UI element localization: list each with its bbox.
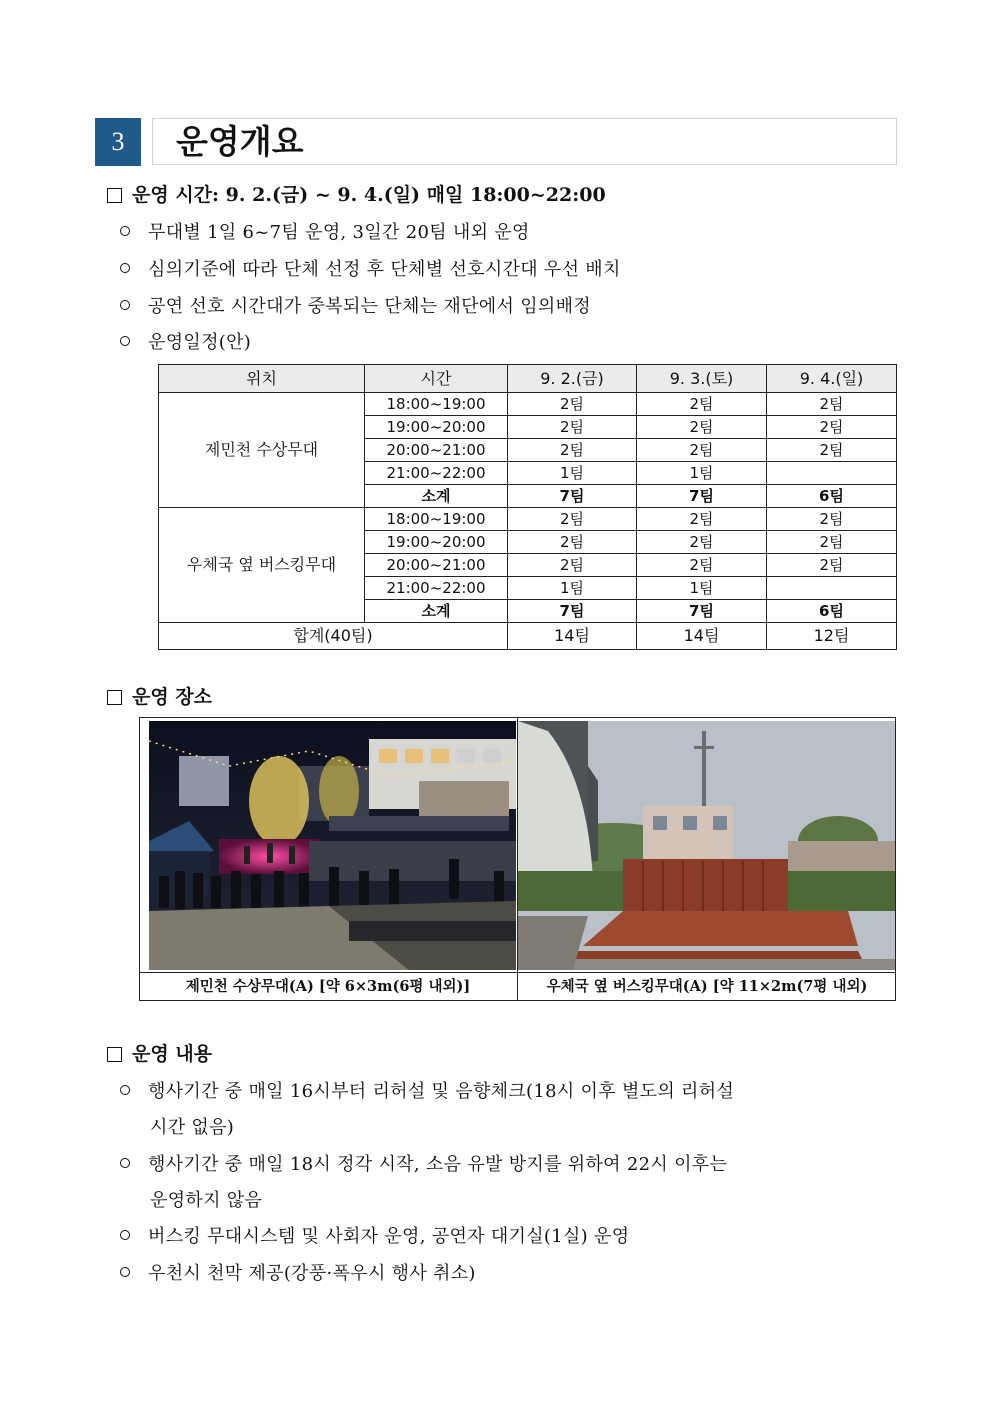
- count-cell: 1팀: [637, 577, 767, 600]
- count-cell: 2팀: [767, 439, 897, 462]
- count-cell: 2팀: [637, 439, 767, 462]
- count-cell: 2팀: [637, 531, 767, 554]
- operation-bullet: [120, 1150, 727, 1176]
- header-cell: 9. 2.(금): [508, 365, 637, 393]
- venue-heading: [107, 682, 212, 709]
- header-cell: 9. 4.(일): [767, 365, 897, 393]
- count-cell: [767, 577, 897, 600]
- bullet-text: 공연 선호 시간대가 중복되는 단체는 재단에서 임의배정: [148, 296, 591, 317]
- count-cell: 2팀: [508, 439, 637, 462]
- operation-heading: [107, 1039, 212, 1066]
- schedule-table: [158, 364, 897, 650]
- count-cell: 2팀: [637, 554, 767, 577]
- count-cell: 2팀: [508, 508, 637, 531]
- header-cell: 위치: [159, 365, 365, 393]
- table-header-row: [159, 365, 897, 393]
- total-cell: 14팀: [637, 623, 767, 650]
- count-cell: 2팀: [767, 531, 897, 554]
- schedule-heading: [107, 180, 606, 207]
- schedule-bullet: [120, 218, 530, 244]
- total-label: 합계(40팀): [159, 623, 508, 650]
- circle-bullet-icon: [120, 263, 130, 273]
- total-cell: 14팀: [508, 623, 637, 650]
- operation-bullet: [120, 1077, 734, 1103]
- total-row: [159, 623, 897, 650]
- table-row: [159, 393, 897, 416]
- checkbox-square-icon: [107, 690, 122, 705]
- circle-bullet-icon: [120, 1230, 130, 1240]
- subtotal-cell: 6팀: [767, 485, 897, 508]
- count-cell: 2팀: [637, 393, 767, 416]
- operation-bullet: [120, 1259, 476, 1285]
- count-cell: 2팀: [508, 416, 637, 439]
- section-title: 운영개요: [176, 122, 304, 161]
- bullet-text: 운영일정(안): [148, 332, 252, 353]
- subtotal-cell: 7팀: [508, 485, 637, 508]
- count-cell: 1팀: [637, 462, 767, 485]
- count-cell: 2팀: [637, 416, 767, 439]
- schedule-bullet: [120, 328, 251, 354]
- schedule-heading-text: 운영 시간: 9. 2.(금) ~ 9. 4.(일) 매일 18:00~22:00: [132, 184, 606, 206]
- operation-bullet: [120, 1222, 629, 1248]
- bullet-text: 행사기간 중 매일 16시부터 리허설 및 음향체크(18시 이후 별도의 리허설: [148, 1081, 735, 1102]
- circle-bullet-icon: [120, 1158, 130, 1168]
- photo-caption: 제민천 수상무대(A) [약 6×3m(6평 내외)]: [185, 978, 471, 995]
- bullet-continuation: 시간 없음): [150, 1117, 235, 1138]
- count-cell: [767, 462, 897, 485]
- location-cell: 우체국 옆 버스킹무대: [159, 508, 365, 623]
- section-number: 3: [95, 118, 141, 166]
- location-cell: 제민천 수상무대: [159, 393, 365, 508]
- time-cell: 21:00~22:00: [365, 462, 508, 485]
- subtotal-cell: 7팀: [508, 600, 637, 623]
- table-row: [159, 508, 897, 531]
- subtotal-label: 소계: [365, 485, 508, 508]
- schedule-bullet: [120, 255, 621, 281]
- bullet-continuation: 운영하지 않음: [150, 1190, 263, 1211]
- circle-bullet-icon: [120, 336, 130, 346]
- count-cell: 2팀: [767, 508, 897, 531]
- circle-bullet-icon: [120, 1085, 130, 1095]
- header-cell: 9. 3.(토): [637, 365, 767, 393]
- time-cell: 21:00~22:00: [365, 577, 508, 600]
- bullet-text: 행사기간 중 매일 18시 정각 시작, 소음 유발 방지를 위하여 22시 이후는: [148, 1154, 728, 1175]
- time-cell: 19:00~20:00: [365, 416, 508, 439]
- bullet-text: 무대별 1일 6~7팀 운영, 3일간 20팀 내외 운영: [148, 222, 530, 243]
- count-cell: 2팀: [508, 554, 637, 577]
- time-cell: 18:00~19:00: [365, 508, 508, 531]
- circle-bullet-icon: [120, 1267, 130, 1277]
- count-cell: 2팀: [508, 393, 637, 416]
- checkbox-square-icon: [107, 188, 122, 203]
- bullet-text: 심의기준에 따라 단체 선정 후 단체별 선호시간대 우선 배치: [148, 259, 621, 280]
- bullet-text: 우천시 천막 제공(강풍·폭우시 행사 취소): [148, 1263, 476, 1284]
- header-cell: 시간: [365, 365, 508, 393]
- busking-stage-photo: [518, 721, 895, 970]
- count-cell: 2팀: [508, 531, 637, 554]
- count-cell: 1팀: [508, 577, 637, 600]
- subtotal-cell: 7팀: [637, 485, 767, 508]
- bullet-text: 버스킹 무대시스템 및 사회자 운영, 공연자 대기실(1실) 운영: [148, 1226, 630, 1247]
- schedule-bullet: [120, 292, 591, 318]
- total-cell: 12팀: [767, 623, 897, 650]
- venue-heading-text: 운영 장소: [132, 686, 213, 708]
- subtotal-cell: 7팀: [637, 600, 767, 623]
- count-cell: 2팀: [767, 554, 897, 577]
- checkbox-square-icon: [107, 1047, 122, 1062]
- subtotal-cell: 6팀: [767, 600, 897, 623]
- circle-bullet-icon: [120, 300, 130, 310]
- subtotal-label: 소계: [365, 600, 508, 623]
- photo-caption: 우체국 옆 버스킹무대(A) [약 11×2m(7평 내외): [546, 978, 868, 995]
- count-cell: 2팀: [767, 416, 897, 439]
- count-cell: 2팀: [767, 393, 897, 416]
- caption-divider: [139, 972, 896, 973]
- time-cell: 19:00~20:00: [365, 531, 508, 554]
- operation-heading-text: 운영 내용: [132, 1043, 213, 1065]
- circle-bullet-icon: [120, 226, 130, 236]
- count-cell: 2팀: [637, 508, 767, 531]
- water-stage-photo: [149, 721, 516, 970]
- time-cell: 20:00~21:00: [365, 554, 508, 577]
- time-cell: 20:00~21:00: [365, 439, 508, 462]
- time-cell: 18:00~19:00: [365, 393, 508, 416]
- count-cell: 1팀: [508, 462, 637, 485]
